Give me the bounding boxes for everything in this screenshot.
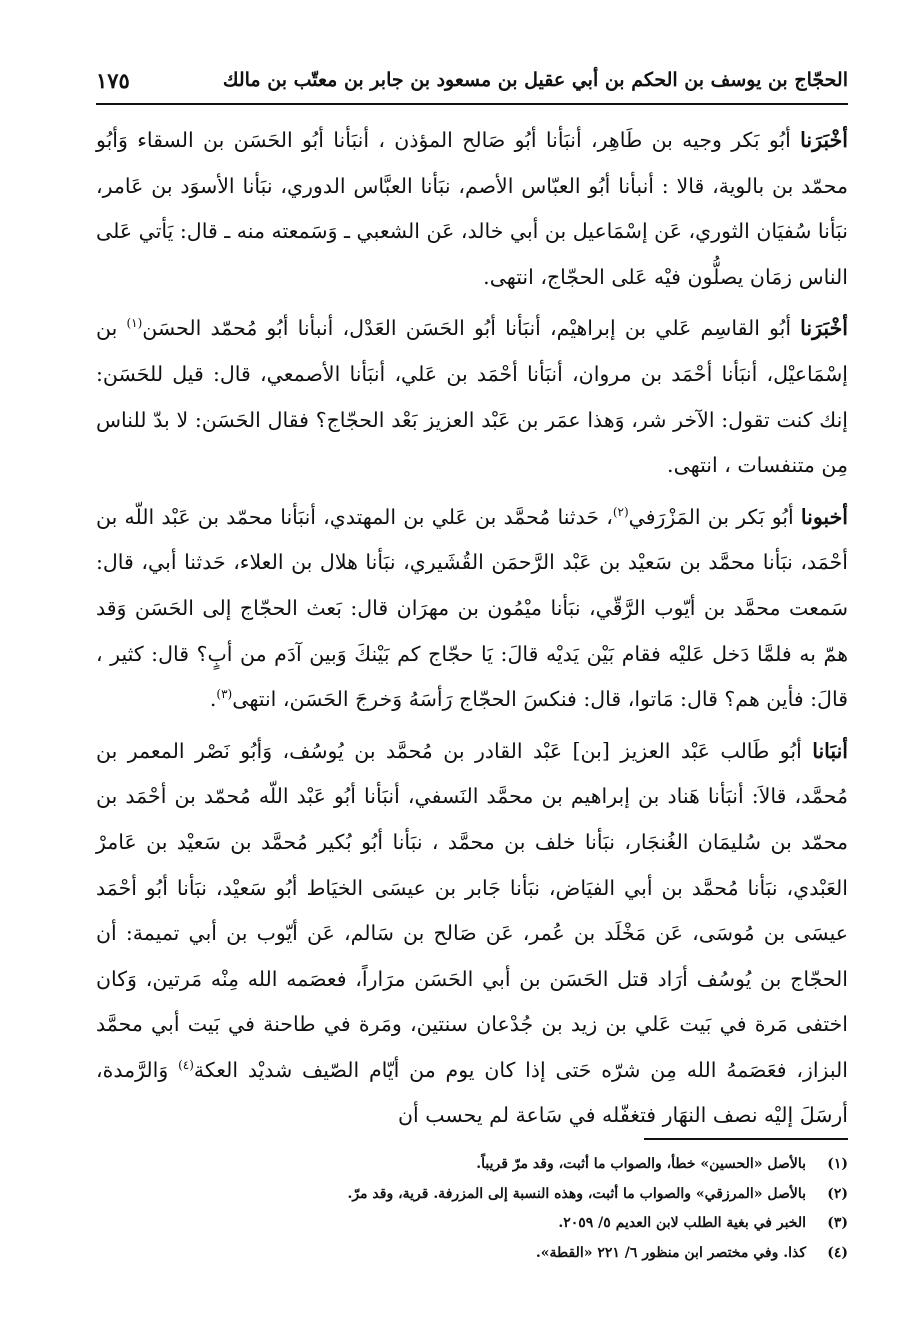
paragraph-text: أبُو بَكر بن المَزْرَفي xyxy=(628,504,801,529)
footnotes xyxy=(96,1150,848,1268)
footnote-ref-1: (١) xyxy=(126,316,143,331)
header-title: الحجّاج بن يوسف بن الحكم بن أبي عقيل بن مسعود بن جابر بن معتّب بن مالك xyxy=(222,69,848,91)
paragraph-lead-word: أنبَانا xyxy=(812,738,848,763)
footnote-4 xyxy=(96,1239,848,1269)
paragraph-text: أبُو بَكر وجيه بن طَاهِر، أنبَأنا أبُو صَالح المؤذن ، أنبَأنا أبُو الحَسَن بن السقاء وَأبُو محمّد بن بالوية، قالا : أنبأنا أبُو العبّاس الأصم، نبَأنا العبَّاس الدوري، نبَأنا الأسوَد بن عَامر، نبَأنا سُفيَان الثوري، عَن إسْمَاعيل بن أبي خالد، عَن الشعبي ـ وَسَمعته منه ـ قال: يَأتي عَلى الناس زمَان يصلُّون فيْه عَلى الحجّاج، انتهى. xyxy=(96,128,848,289)
paragraph-text: أبُو طَالب عَبْد العزيز [بن] عَبْد القادر بن مُحمَّد بن يُوسُف، وَأبُو نَصْر المعمر بن مُحمَّد، قالاَ: أنبَأنا هَناد بن إبراهيم بن محمَّد النَسفي، أنبَأنا أبُو عَبْد اللّه مُحمّد بن أحْمَد بن محمّد بن سُليمَان الغُنجَار، نبَأنا خلف بن محمَّد ، نبَأنا أبُو بُكير مُحمَّد بن سَعيْد بن عَامرْ العَبْدي، نبَأنا مُحمَّد بن أبي الفيَاض، نبَأنا جَابر بن عيسَى الخيَاط أبُو سَعيْد، نبَأنا أبُو أحْمَد عيسَى بن مُوسَى، عَن مَخْلَد بن عُمر، عَن صَالح بن سَالم، عَن أيّوب بن أبي تميمة: أن الحجّاج بن يُوسُف أرَاد قتل الحَسَن بن أبي الحَسَن مرَاراً، فعصَمه الله مِنْه مَرتين، وَكان اختفى مَرة في بَيت عَلي بن زيد بن جُدْعان سنتين، ومَرة في طاحنة في بَيت أبي محمَّد البزاز، فعَصَمهُ الله مِن شرّه حَتى إذا كان يوم من أيّام الصّيف شديْد العكة xyxy=(96,738,848,1082)
paragraph-lead-word: أخبونا xyxy=(800,504,848,529)
running-header xyxy=(96,60,848,100)
footnote-number: (٢) xyxy=(827,1185,848,1202)
footnote-separator xyxy=(644,1138,848,1140)
footnote-number: (١) xyxy=(827,1156,848,1172)
paragraph-3 xyxy=(96,495,848,723)
footnote-number: (٤) xyxy=(827,1244,848,1261)
footnote-ref-4: (٤) xyxy=(178,1058,194,1073)
footnote-2 xyxy=(96,1180,848,1210)
paragraph-lead-word: أخْبَرَنا xyxy=(800,128,848,152)
paragraph-end-punct: . xyxy=(209,687,217,712)
paragraph-text-continued: ، حَدثنا مُحمَّد بن عَلي بن المهتدي، أنبَأنا محمّد بن عَبْد اللّه بن أحْمَد، نبَأنا محمَّد بن سَعيْد بن عَبْد الرَّحمَن القُشَيري، نبَأنا هلال بن العلاء، حَدثنا أبي، قال: سَمعت محمَّد بن أيّوب الرَّقّي، نبَأنا ميْمُون بن مهرَان قال: بَعث الحجّاج إلى الحَسَن وَقد همّ به فلمَّا دَخل عَليْه فقام بَيْن يَديْه قالَ: يَا حجّاج كم بَيْنكَ وَبين آدَم من أبٍ؟ قال: كثير ، قالَ: فأين هم؟ قال: مَاتوا، قال: فنكسَ الحجّاج رَأسَهُ وَخرجَ الحَسَن، انتهى xyxy=(96,504,848,712)
paragraph-text: أبُو القاسِم عَلي بن إبراهيْم، أنبَأنا أبُو الحَسَن العَدْل، أنبأنا أبُو مُحمّد الحسَن xyxy=(142,316,801,341)
header-rule xyxy=(96,103,848,105)
footnote-ref-2: (٢) xyxy=(612,504,629,519)
footnote-ref-3: (٣) xyxy=(216,687,233,702)
footnote-3 xyxy=(96,1209,848,1239)
paragraph-1 xyxy=(96,118,848,300)
footnote-number: (٣) xyxy=(827,1215,848,1231)
paragraph-text-continued: وَالرَّمدة، أرسَلَ إليْه نصف النهَار فتغفّله في سَاعة لم يحسب أن xyxy=(96,1057,848,1128)
page-number: ١٧٥ xyxy=(96,67,130,93)
footnote-text: بالأصل «الحسين» خطأ، والصواب ما أثبت، وقد مرّ قريباً. xyxy=(476,1156,806,1172)
footnote-text: بالأصل «المرزقي» والصواب ما أثبت، وهذه النسبة إلى المزرفة. قرية، وقد مرّ. xyxy=(347,1185,806,1202)
paragraph-2 xyxy=(96,306,848,488)
footnote-text: كذا. وفي مختصر ابن منظور ٦/ ٢٢١ «القطة». xyxy=(535,1244,806,1261)
paragraph-text-continued: بن إسْمَاعيْل، أنبَأنا أحْمَد بن مروان، أنبَأنا أحْمَد بن عَلي، أنبَأنا الأصمعي، قال: قيل للحَسَن: إنك كنت تقول: الآخر شر، وَهذا عمَر بن عَبْد العزيز بَعْد الحجّاج؟ فقال الحَسَن: لا بدّ للناس مِن متنفسات ، انتهى. xyxy=(96,316,848,478)
footnote-text: الخبر في بغية الطلب لابن العديم ٥/ ٢٠٥٩. xyxy=(558,1215,806,1231)
main-text xyxy=(96,118,848,1145)
paragraph-4 xyxy=(96,729,848,1139)
footnote-1 xyxy=(96,1150,848,1180)
paragraph-lead-word: أخْبَرَنا xyxy=(800,316,848,341)
